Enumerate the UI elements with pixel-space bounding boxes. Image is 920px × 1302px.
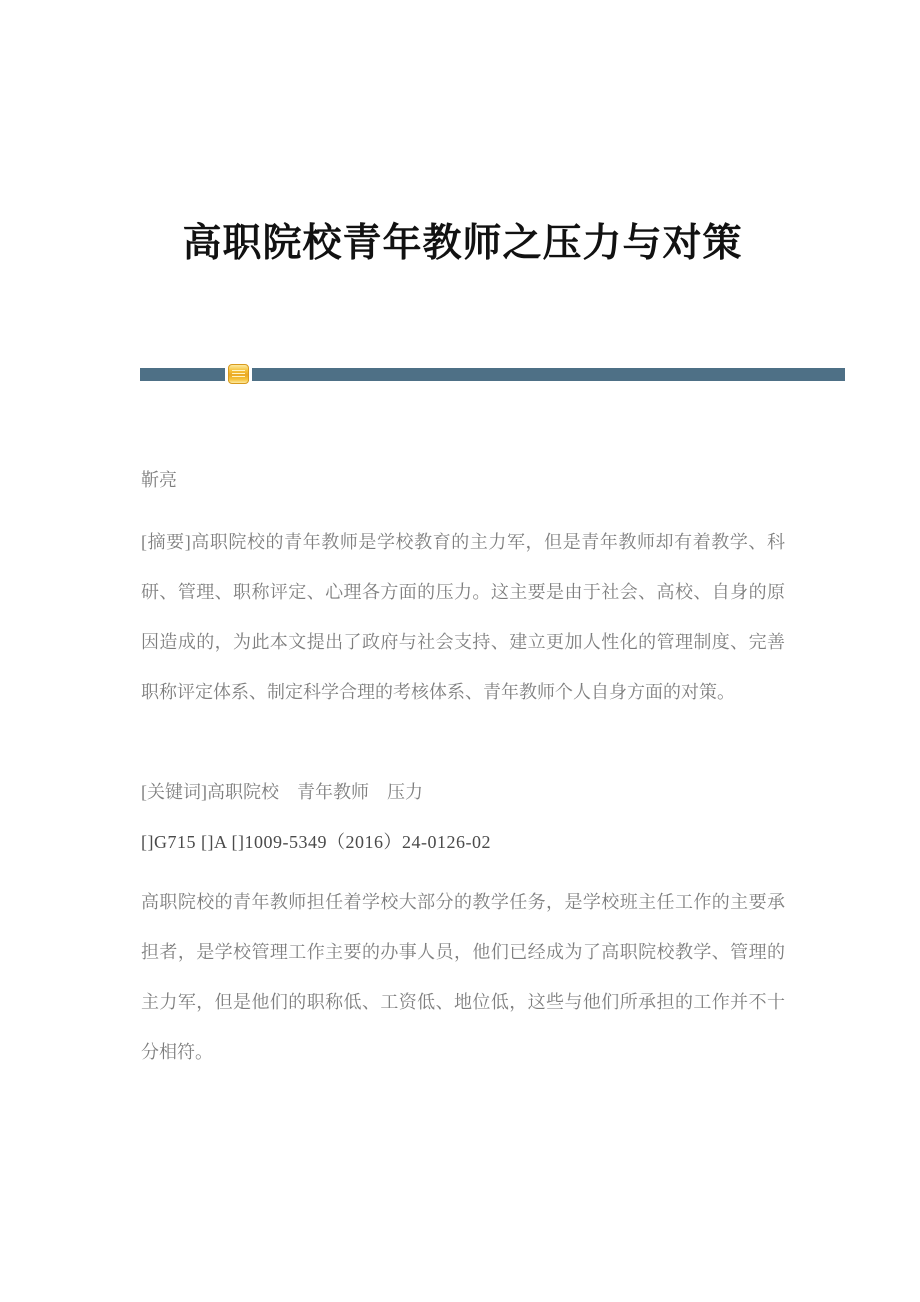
- classification-line: []G715 []A []1009-5349（2016）24-0126-02: [141, 832, 491, 852]
- abstract-paragraph: [摘要]高职院校的青年教师是学校教育的主力军，但是青年教师却有着教学、科研、管理、职称评定、心理各方面的压力。这主要是由于社会、高校、自身的原因造成的，为此本文提出了政府与社会支持、建立更加人性化的管理制度、完善职称评定体系、制定科学合理的考核体系、青年教师个人自身方面的对策。: [141, 532, 785, 702]
- body-paragraph: 高职院校的青年教师担任着学校大部分的教学任务，是学校班主任工作的主要承担者，是学校管理工作主要的办事人员，他们已经成为了高职院校教学、管理的主力军，但是他们的职称低、工资低、地位低，这些与他们所承担的工作并不十分相符。: [141, 892, 785, 1062]
- keywords-line: [关键词]高职院校 青年教师 压力: [141, 782, 423, 802]
- gold-book-icon: [228, 364, 249, 384]
- section-divider: [140, 368, 845, 381]
- page-title: 高职院校青年教师之压力与对策: [182, 222, 743, 265]
- author-name: 靳亮: [141, 470, 177, 490]
